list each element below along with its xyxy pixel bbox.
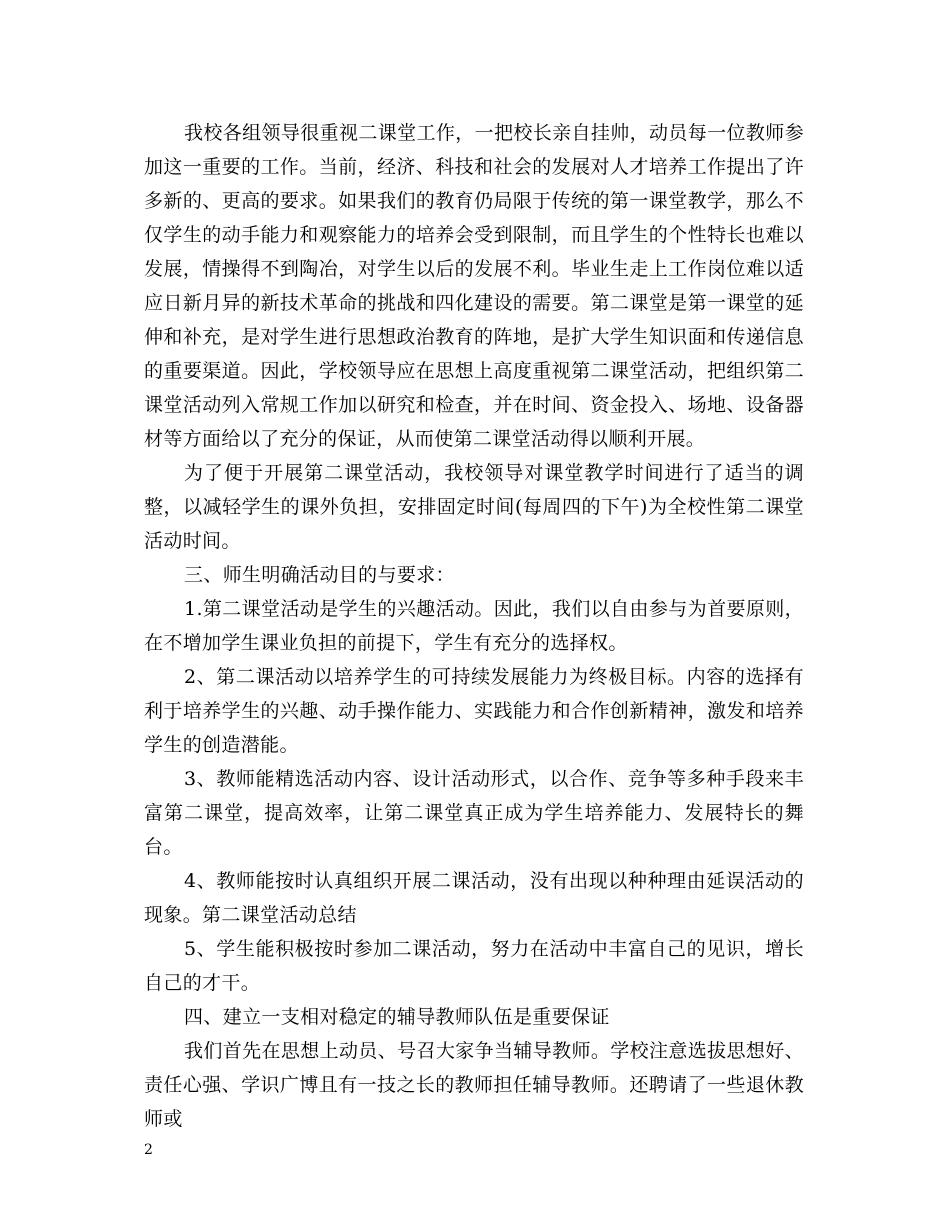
section-heading: 三、师生明确活动目的与要求： — [184, 564, 455, 586]
list-item: 4、教师能按时认真组织开展二课活动，没有出现以种种理由延误活动的现象。第二课堂活动总结 — [144, 870, 804, 926]
paragraph: 我们首先在思想上动员、号召大家争当辅导教师。学校注意选拔思想好、责任心强、学识广博且有一技之长的教师担任辅导教师。还聘请了一些退休教师或 — [144, 1040, 804, 1130]
list-item: 5、学生能积极按时参加二课活动，努力在活动中丰富自己的见识，增长自己的才干。 — [144, 938, 804, 994]
list-item: 2、第二课活动以培养学生的可持续发展能力为终极目标。内容的选择有利于培养学生的兴趣、动手操作能力、实践能力和合作创新精神，激发和培养学生的创造潜能。 — [144, 666, 804, 756]
section-heading: 四、建立一支相对稳定的辅导教师队伍是重要保证 — [184, 1006, 610, 1028]
list-item: 1.第二课堂活动是学生的兴趣活动。因此，我们以自由参与为首要原则，在不增加学生课业负担的前提下，学生有充分的选择权。 — [144, 598, 804, 654]
document-body — [144, 116, 804, 1136]
list-item: 3、教师能精选活动内容、设计活动形式，以合作、竞争等多种手段来丰富第二课堂，提高效率，让第二课堂真正成为学生培养能力、发展特长的舞台。 — [144, 768, 804, 858]
paragraph: 为了便于开展第二课堂活动，我校领导对课堂教学时间进行了适当的调整，以减轻学生的课外负担，安排固定时间(每周四的下午)为全校性第二课堂活动时间。 — [144, 462, 804, 552]
page-number: 2 — [144, 1142, 153, 1158]
paragraph: 我校各组领导很重视二课堂工作，一把校长亲自挂帅，动员每一位教师参加这一重要的工作。当前，经济、科技和社会的发展对人才培养工作提出了许多新的、更高的要求。如果我们的教育仍局限于传统的第一课堂教学，那么不仅学生的动手能力和观察能力的培养会受到限制，而且学生的个性特长也难以发展，情操得不到陶冶，对学生以后的发展不利。毕业生走上工作岗位难以适应日新月异的新技术革命的挑战和四化建设的需要。第二课堂是第一课堂的延伸和补充，是对学生进行思想政治教育的阵地，是扩大学生知识面和传递信息的重要渠道。因此，学校领导应在思想上高度重视第二课堂活动，把组织第二课堂活动列入常规工作加以研究和检查，并在时间、资金投入、场地、设备器材等方面给以了充分的保证，从而使第二课堂活动得以顺利开展。 — [144, 122, 804, 450]
